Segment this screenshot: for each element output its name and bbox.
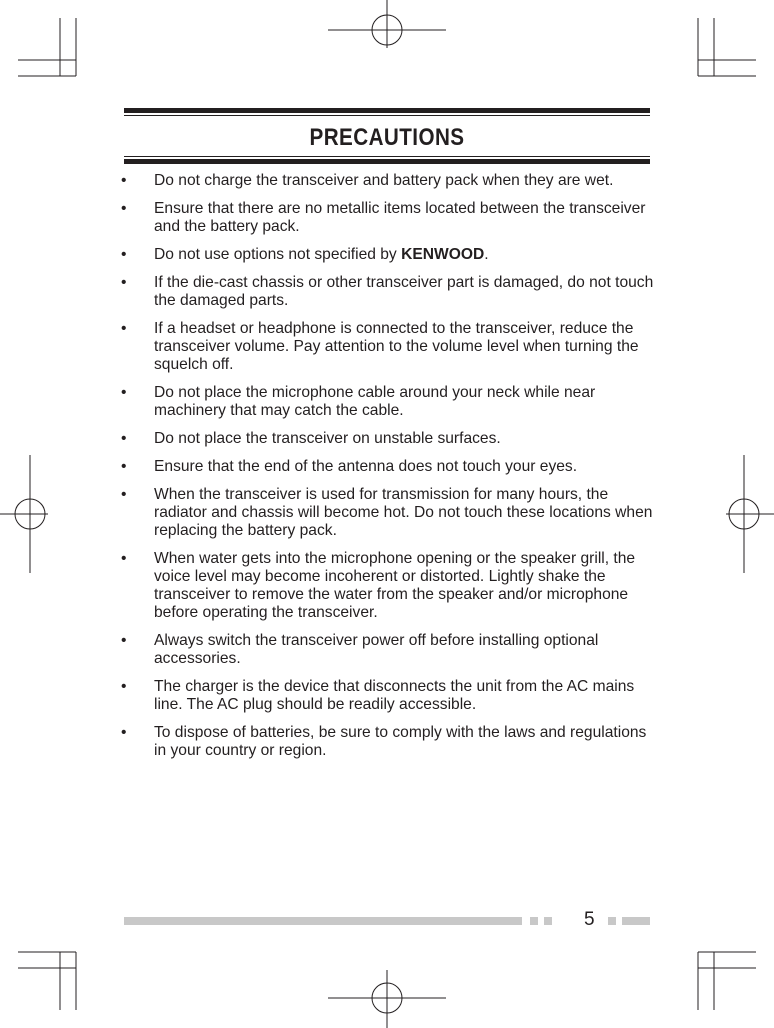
item-text: If the die-cast chassis or other transceiver part is damaged, do not touch the damaged parts. [154, 274, 654, 309]
bullet-icon: • [121, 200, 127, 217]
item-text: Always switch the transceiver power off before installing optional accessories. [154, 632, 599, 667]
bullet-icon: • [121, 458, 127, 475]
bullet-icon: • [121, 724, 127, 741]
list-item [118, 246, 658, 264]
title-rule-top-thin [124, 115, 650, 116]
footer-square [530, 917, 538, 925]
item-text: Do not charge the transceiver and battery pack when they are wet. [154, 172, 614, 189]
page-number: 5 [584, 909, 595, 930]
list-item [118, 486, 658, 540]
item-text: When the transceiver is used for transmission for many hours, the radiator and chassis will become hot. Do not touch these locations when replacing the battery pack. [154, 486, 653, 539]
item-text: Do not place the transceiver on unstable surfaces. [154, 430, 501, 447]
list-item [118, 724, 658, 760]
bullet-icon: • [121, 384, 127, 401]
bullet-icon: • [121, 430, 127, 447]
list-item [118, 384, 658, 420]
item-text: Ensure that there are no metallic items located between the transceiver and the battery pack. [154, 200, 646, 235]
page-footer [0, 908, 774, 932]
item-text: When water gets into the microphone opening or the speaker grill, the voice level may become incoherent or distorted. Lightly shake the transceiver to remove the water from the speaker and/or microphone before operating the transceiver. [154, 550, 636, 621]
item-text: Do not place the microphone cable around your neck while near machinery that may catch the cable. [154, 384, 596, 419]
item-text-end: . [484, 246, 489, 263]
item-text: To dispose of batteries, be sure to comply with the laws and regulations in your country or region. [154, 724, 647, 759]
list-item [118, 678, 658, 714]
title-rule-bottom-thin [124, 156, 650, 157]
title-rule-bottom-thick [124, 159, 650, 164]
title-rule-top-thick [124, 108, 650, 113]
bullet-icon: • [121, 274, 127, 291]
footer-square [608, 917, 616, 925]
item-text: Ensure that the end of the antenna does not touch your eyes. [154, 458, 578, 475]
bullet-icon: • [121, 486, 127, 503]
bullet-icon: • [121, 678, 127, 695]
footer-bar-right [622, 917, 650, 925]
list-item [118, 632, 658, 668]
bullet-icon: • [121, 320, 127, 337]
item-text: The charger is the device that disconnects the unit from the AC mains line. The AC plug should be readily accessible. [154, 678, 635, 713]
footer-square [544, 917, 552, 925]
list-item [118, 430, 658, 448]
brand-name: KENWOOD [401, 246, 485, 263]
list-item [118, 274, 658, 310]
list-item [118, 200, 658, 236]
footer-bar [124, 917, 522, 925]
bullet-icon: • [121, 550, 127, 567]
list-item [118, 550, 658, 622]
item-text: If a headset or headphone is connected to the transceiver, reduce the transceiver volume. Pay attention to the volume level when turning the squelch off. [154, 320, 639, 373]
bullet-icon: • [121, 632, 127, 649]
bullet-icon: • [121, 246, 127, 263]
bullet-icon: • [121, 172, 127, 189]
title-block [124, 108, 650, 164]
list-item [118, 172, 658, 190]
list-item [118, 320, 658, 374]
page-title: PRECAUTIONS [309, 124, 465, 151]
list-item [118, 458, 658, 476]
item-text: Do not use options not specified by [154, 246, 402, 263]
precautions-list [118, 172, 658, 770]
